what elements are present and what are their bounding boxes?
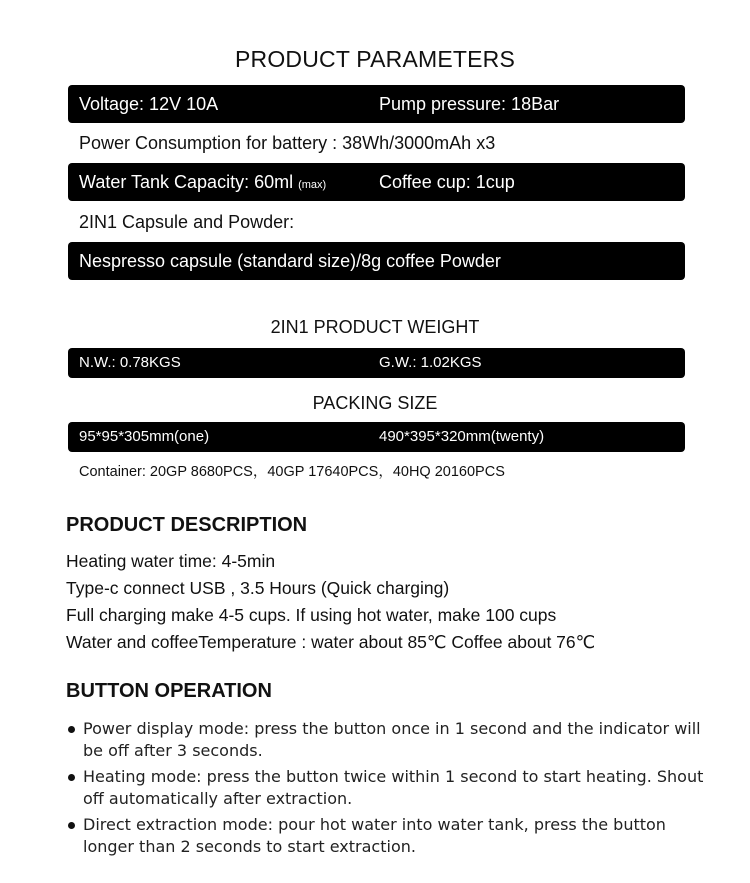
gross-weight: G.W.: 1.02KGS xyxy=(379,354,482,371)
list-item-text: Heating mode: press the button twice within 1 second to start heating. Shout off automatically after extraction. xyxy=(83,767,704,808)
tank-cup-bar xyxy=(68,163,685,201)
list-item-text: Power display mode: press the button once in 1 second and the indicator will be off after 3 seconds. xyxy=(83,719,701,760)
description-line: Water and coffeeTemperature : water about 85℃ Coffee about 76℃ xyxy=(66,632,596,652)
water-tank-note: (max) xyxy=(298,179,327,191)
water-tank-value: Water Tank Capacity: 60ml xyxy=(79,172,294,192)
description-line: Heating water time: 4-5min xyxy=(66,551,276,571)
list-item xyxy=(66,766,706,810)
list-item xyxy=(66,718,706,762)
weight-title: 2IN1 PRODUCT WEIGHT xyxy=(270,317,480,337)
bullet-icon xyxy=(68,822,75,829)
carton-size: 490*395*320mm(twenty) xyxy=(379,428,545,445)
description-line: Type-c connect USB , 3.5 Hours (Quick charging) xyxy=(66,578,450,598)
packing-title: PACKING SIZE xyxy=(312,393,438,413)
capsule-value: Nespresso capsule (standard size)/8g coffee Powder xyxy=(79,251,501,271)
description-heading: PRODUCT DESCRIPTION xyxy=(66,514,308,536)
voltage-value: Voltage: 12V 10A xyxy=(79,94,219,114)
water-tank-capacity xyxy=(79,163,326,204)
net-weight: N.W.: 0.78KGS xyxy=(79,354,181,371)
single-size: 95*95*305mm(one) xyxy=(79,428,210,445)
bullet-icon xyxy=(68,726,75,733)
button-operation-heading: BUTTON OPERATION xyxy=(66,680,272,702)
bullet-icon xyxy=(68,774,75,781)
pump-pressure-value: Pump pressure: 18Bar xyxy=(379,94,560,114)
weight-bar xyxy=(68,348,685,378)
packing-bar xyxy=(68,422,685,452)
power-consumption: Power Consumption for battery : 38Wh/3000mAh x3 xyxy=(79,133,496,153)
button-operation-list xyxy=(66,718,706,862)
list-item-text: Direct extraction mode: pour hot water into water tank, press the button longer than 2 seconds to start extraction. xyxy=(83,815,666,856)
capsule-label: 2IN1 Capsule and Powder: xyxy=(79,212,295,232)
container-info: Container: 20GP 8680PCS，40GP 17640PCS，40HQ 20160PCS xyxy=(79,464,505,480)
description-line: Full charging make 4-5 cups. If using hot water, make 100 cups xyxy=(66,605,557,625)
list-item xyxy=(66,814,706,858)
voltage-pump-bar xyxy=(68,85,685,123)
parameters-title: PRODUCT PARAMETERS xyxy=(234,46,516,72)
coffee-cup-value: Coffee cup: 1cup xyxy=(379,172,515,192)
capsule-bar xyxy=(68,242,685,280)
